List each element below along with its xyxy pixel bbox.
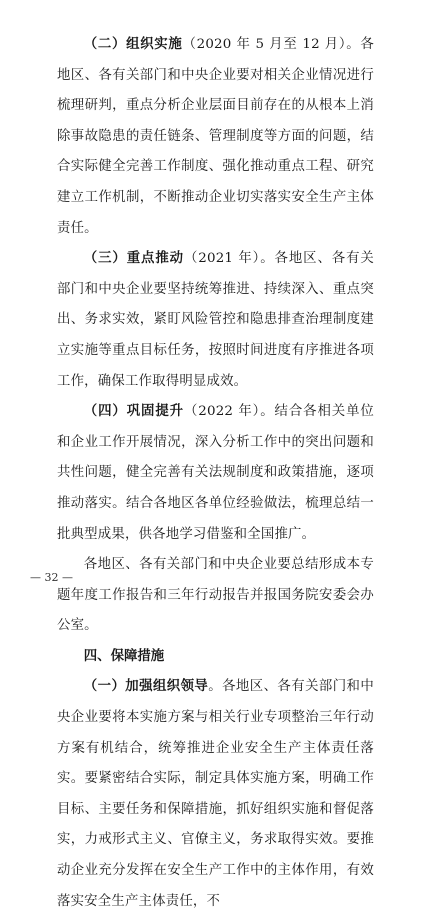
- document-body: [57, 30, 374, 917]
- paragraph-consolidate-improve: [57, 397, 374, 550]
- paragraph-report-submission: [57, 550, 374, 642]
- paragraph-heading: （一）加强组织领导: [83, 679, 209, 695]
- paragraph-text: （2020 年 5 月至 12 月）。各地区、各有关部门和中央企业要对相关企业情况进行梳理研判，重点分析企业层面目前存在的从根本上消除事故隐患的责任链条、管理制度等方面的问题，结合实际健全完善工作制度、强化推动重点工程、研究建立工作机制，不断推动企业切实落实安全生产主体责任。: [57, 37, 374, 236]
- paragraph-text: （2021 年）。各地区、各有关部门和中央企业要坚持统筹推进、持续深入、重点突出、务求实效，紧盯风险管控和隐患排查治理制度建立实施等重点目标任务，按照时间进度有序推进各项工作，确保工作取得明显成效。: [57, 251, 374, 389]
- paragraph-heading: （四）巩固提升: [83, 404, 184, 420]
- paragraph-heading: （三）重点推动: [83, 251, 184, 267]
- paragraph-text: 各地区、各有关部门和中央企业要总结形成本专题年度工作报告和三年行动报告并报国务院安委会办公室。: [57, 557, 374, 634]
- page-number: — 32 —: [30, 571, 73, 584]
- paragraph-heading: （二）组织实施: [83, 37, 183, 52]
- paragraph-text: （2022 年）。结合各相关单位和企业工作开展情况，深入分析工作中的突出问题和共性问题，健全完善有关法规制度和政策措施，逐项推动落实。结合各地区各单位经验做法，梳理总结一批典型成果，供各地学习借鉴和全国推广。: [57, 404, 374, 542]
- paragraph-strengthen-leadership: [57, 672, 374, 917]
- section-heading-safeguards: 四、保障措施: [83, 648, 165, 664]
- paragraph-organize-implementation: [57, 30, 374, 244]
- paragraph-key-promotion: [57, 244, 374, 397]
- paragraph-text: 。各地区、各有关部门和中央企业要将本实施方案与相关行业专项整治三年行动方案有机结合，统筹推进企业安全生产主体责任落实。要紧密结合实际，制定具体实施方案，明确工作目标、主要任务和保障措施，抓好组织实施和督促落实，力戒形式主义、官僚主义，务求取得实效。要推动企业充分发挥在安全生产工作中的主体作用，有效落实安全生产主体责任，不: [57, 679, 374, 909]
